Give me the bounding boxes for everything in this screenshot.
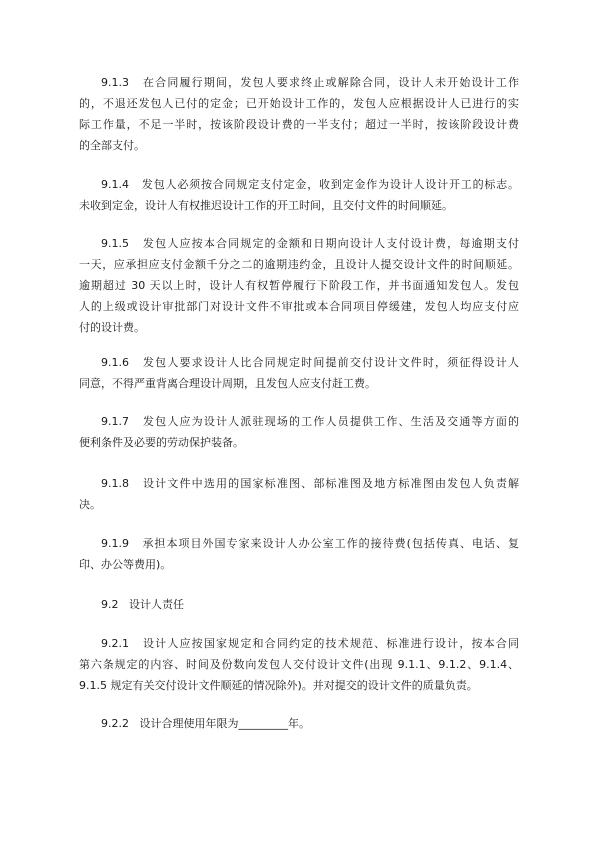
clause-9-1-3 (79, 72, 519, 156)
clause-line (79, 473, 519, 494)
clause-line: 付的设计费。 (79, 321, 145, 334)
clause-text: 承担本项目外国专家来设计人办公室工作的接待费(包括传真、电话、复 (142, 537, 519, 550)
clause-number: 9.1.3 (101, 76, 129, 89)
clause-9-1-8 (79, 473, 519, 515)
clause-line (79, 533, 519, 554)
clause-line (79, 633, 519, 654)
clause-text: 发包人必须按合同规定支付定金，收到定金作为设计人设计开工的标志。 (141, 178, 519, 191)
clause-number: 9.1.8 (101, 477, 129, 490)
clause-text: 设计文件中选用的国家标准图、部标准图及地方标准图由发包人负责解 (143, 477, 519, 490)
clause-line: 9.1.5 规定有关交付设计文件顺延的情况除外)。并对提交的设计文件的质量负责。 (79, 679, 478, 692)
clause-line: 第六条规定的内容、时间及份数向发包人交付设计文件(出现 9.1.1、9.1.2、9.1.4、 (79, 658, 519, 671)
clause-line: 便利条件及必要的劳动保护装备。 (79, 436, 244, 449)
clause-text: 设计合理使用年限为_________年。 (139, 717, 310, 730)
clause-9-1-4 (79, 174, 519, 216)
clause-number: 9.1.7 (101, 415, 129, 428)
clause-number: 9.1.5 (101, 237, 129, 250)
clause-line (79, 72, 519, 93)
clause-line: 决。 (79, 498, 101, 511)
clause-line (79, 713, 519, 734)
clause-line: 印、办公等费用)。 (79, 558, 172, 571)
clause-line: 际工作量，不足一半时，按该阶段设计费的一半支付；超过一半时，按该阶段设计费 (79, 118, 519, 131)
clause-9-1-7 (79, 411, 519, 453)
clause-line: 逾期超过 30 天以上时，设计人有权暂停履行下阶段工作，并书面通知发包人。发包 (79, 279, 519, 292)
clause-9-1-6 (79, 352, 519, 394)
clause-9-1-9 (79, 533, 519, 575)
clause-number: 9.1.9 (101, 537, 129, 550)
clause-line (79, 352, 519, 373)
clause-number: 9.1.6 (101, 356, 129, 369)
clause-line: 一天，应承担应支付金额千分之二的逾期违约金，且设计人提交设计文件的时间顺延。 (79, 258, 519, 271)
clause-line: 未收到定金，设计人有权推迟设计工作的开工时间，且交付文件的时间顺延。 (79, 199, 453, 212)
clause-line: 的全部支付。 (79, 139, 145, 152)
clause-text: 发包人应按本合同规定的金额和日期向设计人支付设计费，每逾期支付 (143, 237, 519, 250)
section-heading (79, 594, 519, 615)
clause-9-2-2 (79, 713, 519, 734)
clause-line (79, 233, 519, 254)
clause-number: 9.2.1 (101, 637, 129, 650)
clause-line: 人的上级或设计审批部门对设计文件不审批或本合同项目停缓建，发包人均应支付应 (79, 300, 519, 313)
clause-text: 发包人要求设计人比合同规定时间提前交付设计文件时，须征得设计人 (143, 356, 519, 369)
clause-number: 9.1.4 (101, 178, 129, 191)
clause-line: 的，不退还发包人已付的定金；已开始设计工作的，发包人应根据设计人已进行的实 (79, 97, 519, 110)
section-number: 9.2 (101, 598, 119, 611)
clause-9-2-1 (79, 633, 519, 696)
clause-text: 发包人应为设计人派驻现场的工作人员提供工作、生活及交通等方面的 (143, 415, 519, 428)
section-title: 设计人责任 (129, 598, 184, 611)
clause-line: 同意，不得严重背离合理设计周期，且发包人应支付赶工费。 (79, 377, 376, 390)
clause-9-1-5 (79, 233, 519, 338)
clause-line (79, 174, 519, 195)
clause-line (79, 411, 519, 432)
section-heading-9-2 (79, 594, 519, 615)
clause-text: 设计人应按国家规定和合同约定的技术规范、标准进行设计，按本合同 (143, 637, 519, 650)
clause-number: 9.2.2 (101, 717, 129, 730)
clause-text: 在合同履行期间，发包人要求终止或解除合同，设计人未开始设计工作 (143, 76, 519, 89)
